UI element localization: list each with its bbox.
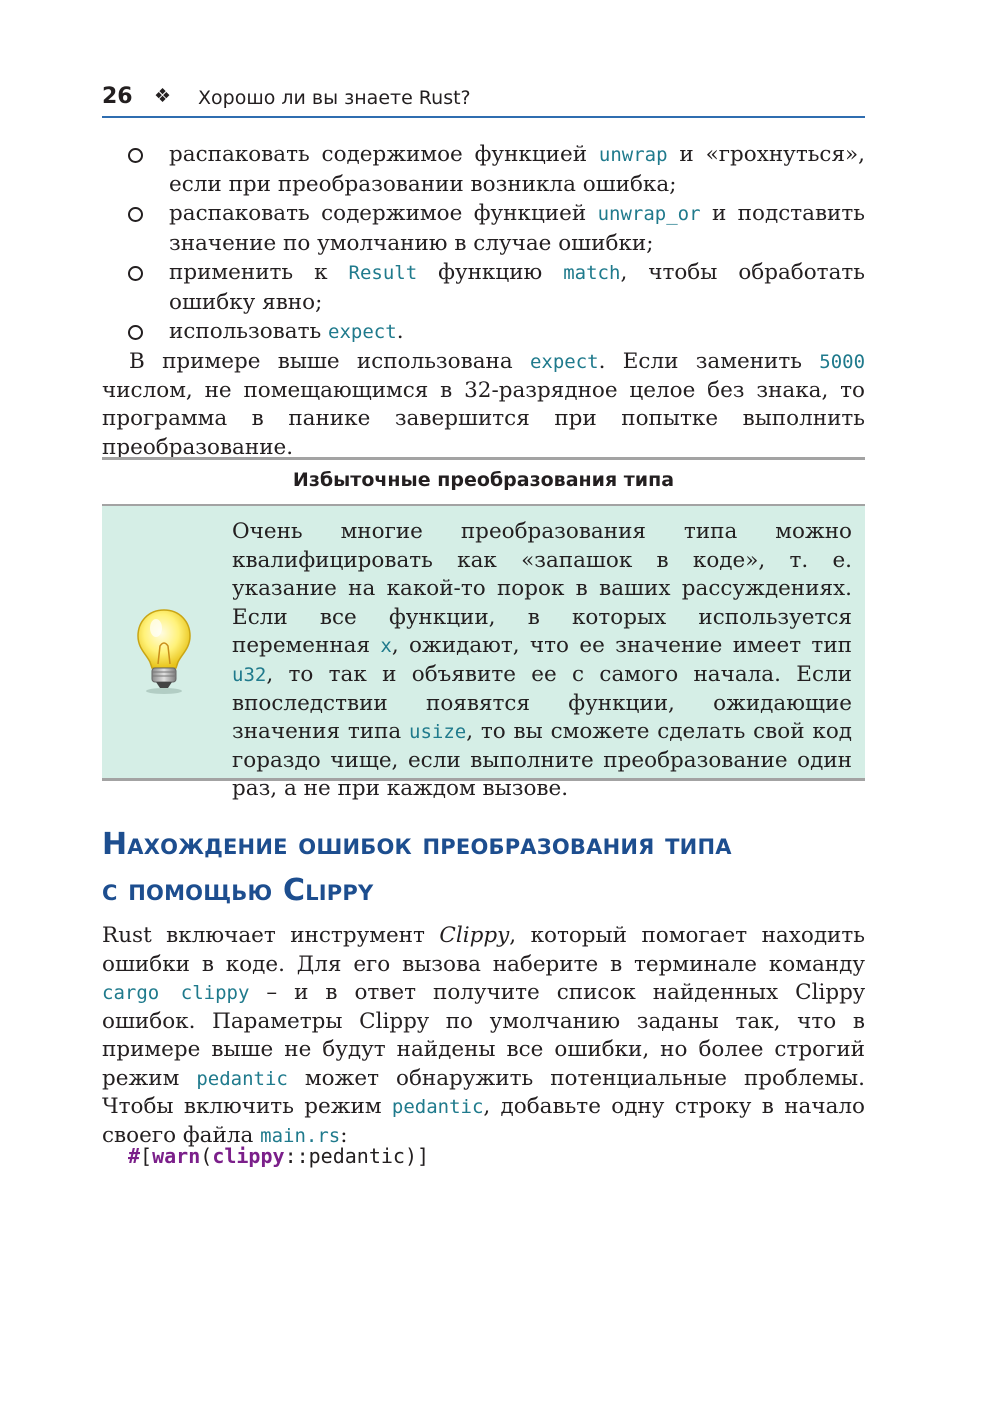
page-number: 26 <box>102 84 133 109</box>
inline-code: expect <box>328 321 397 343</box>
inline-code: main.rs <box>260 1124 341 1147</box>
inline-code: usize <box>409 721 467 744</box>
bullet-circle-icon <box>128 325 143 340</box>
para-text: числом, не помещающимся в 32-разрядное целое без знака, то программа в панике завершится при попытке выполнить преобразование. <box>102 377 865 460</box>
list-item <box>126 140 865 199</box>
para-text: Rust включает инструмент <box>102 923 440 948</box>
inline-code: cargo clippy <box>102 982 250 1004</box>
para-text: , который помогает находить ошибки в коде. Для его вызова наберите в терминале команду <box>102 923 865 977</box>
inline-code: pedantic <box>391 1096 484 1118</box>
list-text: применить к <box>169 260 349 285</box>
list-text: использовать <box>169 319 329 344</box>
lightbulb-icon <box>132 606 196 698</box>
para-text: – и в ответ получите список найденных Clippy ошибок. Параметры Clippy по умолчанию заданы так, что в примере выше не будут найдены все ошибки, но более строгий режим <box>102 980 865 1091</box>
para-text: . Если заменить <box>598 349 820 374</box>
option-list <box>126 140 865 347</box>
body-paragraph <box>102 348 865 462</box>
inline-code: expect <box>529 351 599 373</box>
tip-text-part: , то вы сможете сделать свой код гораздо чище, если выполните преобразование один раз, а не при каждом вызове. <box>232 719 852 802</box>
list-text: и подставить значение по умолчанию в случае ошибки; <box>169 201 865 256</box>
inline-code: 5000 <box>819 351 866 373</box>
list-text: распаковать содержимое функцией <box>169 142 599 167</box>
inline-code: pedantic <box>196 1067 288 1090</box>
code-block <box>128 1144 429 1168</box>
inline-code: unwrap <box>598 144 668 166</box>
code-token: clippy <box>212 1144 285 1168</box>
bullet-circle-icon <box>128 148 143 163</box>
tip-text <box>232 518 852 804</box>
code-token: ::pedantic)] <box>284 1144 430 1168</box>
code-token: ( <box>200 1144 213 1168</box>
tip-box <box>102 504 865 802</box>
inline-code: Result <box>348 262 418 284</box>
running-header <box>102 84 865 118</box>
list-text: распаковать содержимое функцией <box>169 201 598 226</box>
code-token: # <box>128 1144 141 1168</box>
list-text: , чтобы обработать ошибку явно; <box>169 260 865 315</box>
ornament-icon: ❖ <box>154 85 172 107</box>
tip-sidebar <box>102 457 865 802</box>
para-text: может обнаружить потенциальные проблемы. Чтобы включить режим <box>102 1065 865 1119</box>
inline-code: x <box>380 635 392 658</box>
tip-title: Избыточные преобразования типа <box>292 469 675 491</box>
section-heading <box>102 822 865 914</box>
emphasis: Clippy <box>439 923 510 948</box>
list-item <box>126 199 865 258</box>
list-text: . <box>396 319 404 344</box>
list-item <box>126 258 865 317</box>
inline-code: u32 <box>232 663 267 686</box>
para-text: , добавьте одну строку в начало своего файла <box>102 1094 865 1148</box>
inline-code: match <box>563 262 621 284</box>
list-text: функцию <box>417 260 564 285</box>
heading-line: Нахождение ошибок преобразования типа <box>102 827 732 862</box>
bullet-circle-icon <box>128 207 143 222</box>
tip-text-part: Очень многие преобразования типа можно квалифицировать как «запашок в коде», т. е. указание на какой-то порок в ваших рассуждениях. Если все функции, в которых используется переменная <box>232 519 852 659</box>
para-text: В примере выше использована <box>129 349 530 374</box>
divider <box>102 457 865 460</box>
inline-code: unwrap_or <box>597 203 701 225</box>
list-item <box>126 317 865 347</box>
running-title: Хорошо ли вы знаете Rust? <box>198 87 471 109</box>
tip-text-part: , то так и объявите ее с самого начала. Если впоследствии появятся функции, ожидающие значения типа <box>232 661 852 745</box>
list-text: и «грохнуться», если при преобразовании возникла ошибка; <box>169 142 866 197</box>
code-token: warn <box>152 1144 201 1168</box>
tip-text-part: , ожидают, что ее значение имеет тип <box>391 633 852 659</box>
body-paragraph <box>102 922 865 1150</box>
code-token: [ <box>140 1144 153 1168</box>
bullet-circle-icon <box>128 266 143 281</box>
para-text: : <box>340 1122 348 1148</box>
heading-line: с помощью Clippy <box>102 873 374 908</box>
